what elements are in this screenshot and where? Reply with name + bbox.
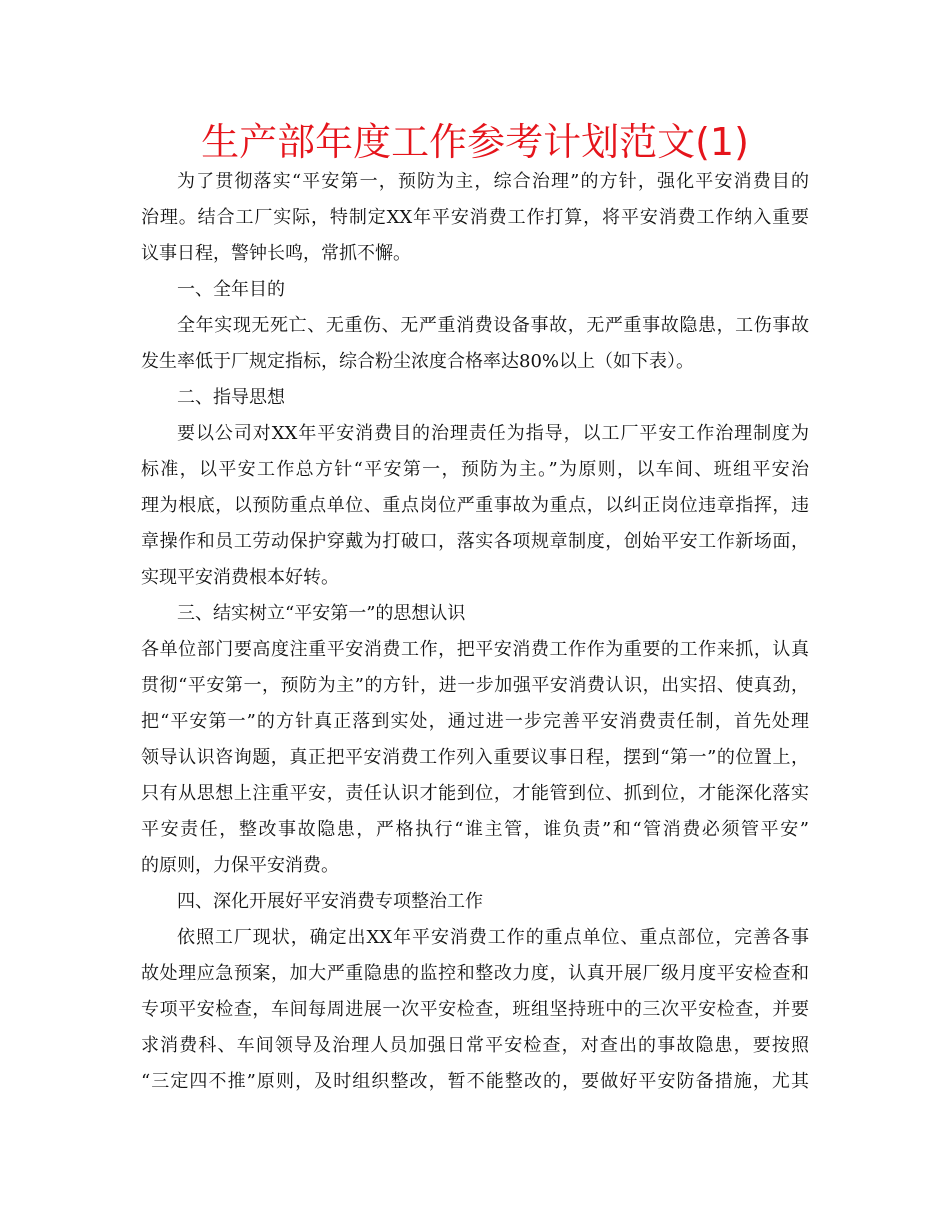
paragraph-line: 只有从思想上注重平安，责任认识才能到位，才能管到位、抓到位，才能深化落实 [141, 783, 809, 804]
paragraph-line: 依照工厂现状，确定出XX年平安消费工作的重点单位、重点部位，完善各事 [177, 927, 809, 948]
paragraph-line: 要以公司对XX年平安消费目的治理责任为指导，以工厂平安工作治理制度为 [177, 423, 809, 444]
paragraph-line: 发生率低于厂规定指标，综合粉尘浓度合格率达80%以上（如下表）。 [141, 351, 695, 372]
paragraph-line: 的原则，力保平安消费。 [141, 855, 339, 876]
paragraph-line: 各单位部门要高度注重平安消费工作，把平安消费工作作为重要的工作来抓，认真 [141, 639, 809, 660]
paragraph-line: 平安责任，整改事故隐患，严格执行“谁主管，谁负责”和“管消费必须管平安” [141, 819, 809, 840]
paragraph-line: 治理。结合工厂实际，特制定XX年平安消费工作打算，将平安消费工作纳入重要 [141, 207, 809, 228]
section-heading: 三、结实树立“平安第一”的思想认识 [177, 603, 466, 624]
paragraph-line: 领导认识咨询题，真正把平安消费工作列入重要议事日程，摆到“第一”的位置上， [141, 747, 809, 768]
paragraph-line: 贯彻“平安第一，预防为主”的方针，进一步加强平安消费认识，出实招、使真劲， [141, 675, 809, 696]
section-heading: 一、全年目的 [177, 279, 285, 300]
paragraph-line: 求消费科、车间领导及治理人员加强日常平安检查，对查出的事故隐患，要按照 [141, 1035, 809, 1056]
section-heading: 二、指导思想 [177, 387, 285, 408]
document-title: 生产部年度工作参考计划范文(1) [201, 120, 749, 164]
paragraph-line: “三定四不推”原则，及时组织整改，暂不能整改的，要做好平安防备措施，尤其 [141, 1071, 809, 1092]
paragraph-line: 议事日程，警钟长鸣，常抓不懈。 [141, 243, 411, 264]
paragraph-line: 实现平安消费根本好转。 [141, 567, 339, 588]
paragraph-line: 全年实现无死亡、无重伤、无严重消费设备事故，无严重事故隐患，工伤事故 [177, 315, 809, 336]
paragraph-line: 理为根底，以预防重点单位、重点岗位严重事故为重点，以纠正岗位违章指挥，违 [141, 495, 809, 516]
paragraph-line: 为了贯彻落实“平安第一，预防为主，综合治理”的方针，强化平安消费目的 [177, 171, 809, 192]
paragraph-line: 标准，以平安工作总方针“平安第一，预防为主。”为原则，以车间、班组平安治 [141, 459, 809, 480]
paragraph-line: 专项平安检查，车间每周进展一次平安检查，班组坚持班中的三次平安检查，并要 [141, 999, 809, 1020]
section-heading: 四、深化开展好平安消费专项整治工作 [177, 891, 483, 912]
paragraph-line: 章操作和员工劳动保护穿戴为打破口，落实各项规章制度，创始平安工作新场面， [141, 531, 809, 552]
paragraph-line: 把“平安第一”的方针真正落到实处，通过进一步完善平安消费责任制，首先处理 [141, 711, 809, 732]
paragraph-line: 故处理应急预案，加大严重隐患的监控和整改力度，认真开展厂级月度平安检查和 [141, 963, 809, 984]
